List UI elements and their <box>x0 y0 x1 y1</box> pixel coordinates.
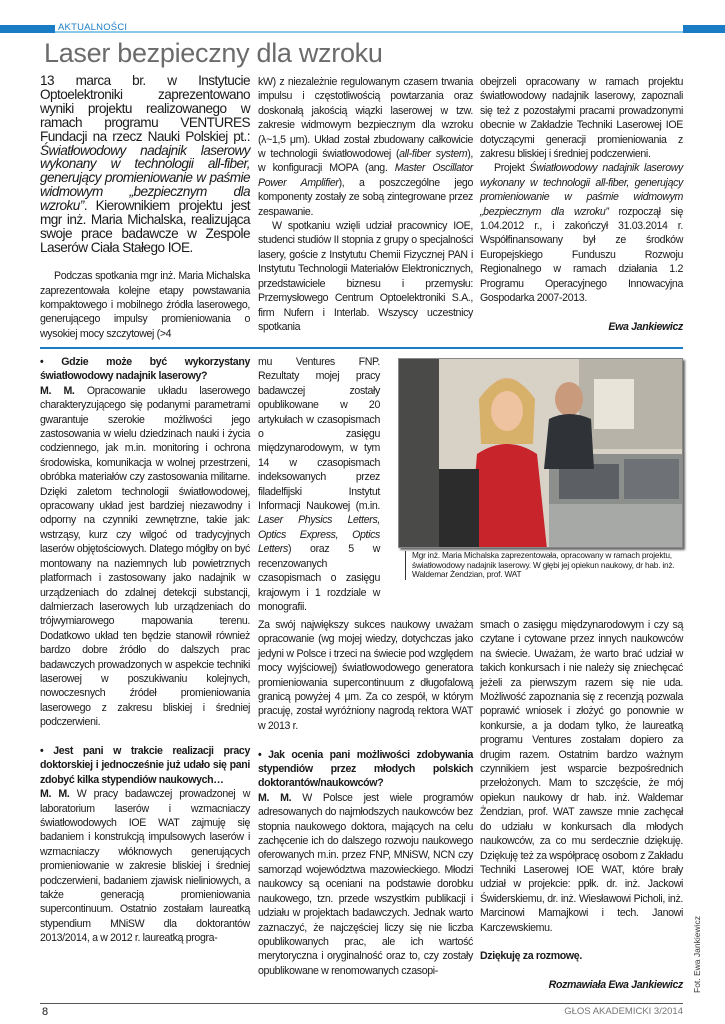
magazine-issue: GŁOS AKADEMICKI 3/2014 <box>564 1006 683 1017</box>
paragraph-spacer <box>258 733 473 747</box>
section-divider <box>40 347 683 349</box>
text-run: mu Ventures FNP. Rezultaty mojej pracy badawczej zostały opublikowane w 20 artykułach w czasopismach o zasięgu międzynarodowym, w tym 14 w czasopismach indeksowanych przez filadelfijski Instytut Informacji Naukowej (m.in. <box>258 356 380 513</box>
text-run: ), a poszczególne jego komponenty zostały ze sobą zintegrowane przez zespawanie. <box>258 176 473 218</box>
footer-rule <box>40 1003 683 1004</box>
text-run: ) oraz 5 w recenzowanych czasopismach o zasięgu krajowym i 1 rozdziale w monografii. <box>258 543 380 613</box>
text-run: smach o zasięgu międzynarodowym i czy są czytane i cytowane przez innych naukowców na świecie. Uważam, że warto brać udział w takich konkursach i nie należy się zniechęcać jeżeli za pierwszym razem się nie uda. Możliwość zapoznania się z recenzją pozwala poprawić wniosek i złożyć go ponownie w konkursie, a ja dodam tylko, że laureatką programu Ventures zostałam dopiero za drugim razem. Ostatnim bardzo ważnym czynnikiem jest wsparcie bezpośrednich przełożonych. Mam to szczęście, że mój opiekun naukowy dr hab. inż. Waldemar Żendzian, prof. WAT zawsze mnie zachęcał do udziału w konkursach dla młodych naukowców, za co mu serdecznie dziękuję. Dziękuję też za współpracę osobom z Zakładu Techniki Laserowej IOE WAT, które brały udział w projekcie: ppłk. dr. inż. Jackowi Świderskiemu, dr. inż. Wiesławowi Picholi, inż. Marcinowi Mamajkowi i tech. Janowi Karczewskiemu. <box>480 619 683 934</box>
paragraph-spacer <box>40 730 250 744</box>
text-run: Ewa Jankiewicz <box>608 320 683 333</box>
italic-text: Master Oscillator Power Amplifier <box>258 162 473 189</box>
page-number: 8 <box>42 1006 49 1018</box>
paragraph <box>258 219 473 334</box>
article-photo <box>398 358 683 548</box>
paragraph <box>40 384 250 730</box>
interview-column-3 <box>480 618 683 993</box>
paragraph <box>40 787 250 945</box>
paragraph <box>40 269 250 341</box>
paragraph-spacer <box>480 935 683 949</box>
text-run: . Kierownikiem projektu jest mgr inż. Maria Michalska, realizująca swoje prace badawcze w Zespole Laserów Ciała Stałego IOE. <box>40 198 250 255</box>
question-heading <box>480 949 683 963</box>
paragraph-spacer <box>480 964 683 978</box>
header-rule <box>55 31 683 33</box>
interview-column-2-narrow <box>258 355 380 614</box>
lab-photo-illustration <box>399 359 683 548</box>
speaker-initials: M. M. <box>258 791 292 804</box>
text-run: • Jest pani w trakcie realizacji pracy doktorskiej i jednocześnie już udało się pani zdobyć kilka stypendiów naukowych… <box>40 744 250 786</box>
intro-column-1 <box>40 74 250 341</box>
question-heading <box>40 355 250 384</box>
text-run: kW) z niezależnie regulowanym czasem trwania impulsu i częstotliwością powtarzania oraz doskonałą jakością wiązki laserowej w tzw. zakresie widmowym bezpiecznym dla wzroku (λ~1,5 μm). Układ został zbudowany całkowicie w technologii światłowodowej ( <box>258 76 473 161</box>
header-bar-right <box>683 25 725 33</box>
article-title: Laser bezpieczny dla wzroku <box>44 38 383 68</box>
text-run: ), w konfiguracji MOPA (ang. <box>258 148 473 175</box>
paragraph <box>480 161 683 305</box>
italic-text: Światłowodowy nadajnik laserowy wykonany w technologii all-fiber, generujący promieniowanie w paśmie widmowym „bezpiecznym dla wzroku” <box>40 142 250 214</box>
text-run: Opracowanie układu laserowego charakteryzującego się podanymi parametrami gwarantuje szerokie możliwości jego zastosowania w wielu dziedzinach nauki i życia codziennego, jak m.in. monitoring i ochrona środowiska, komunikacja w wolnej przestrzeni, obróbka materiałów czy zastosowania militarne. Dzięki zaletom technologii światłowodowej, opracowany układ jest bardziej niezawodny i odporny na czynniki zewnętrzne, takie jak: wstrząsy, kurz czy wilgoć od tradycyjnych laserów objętościowych. Dlatego mógłby on być montowany na naziemnych lub powietrznych platformach i zastosowany jako nadajnik w urządzeniach do zdalnej detekcji substancji, dalmierzach laserowych lub urządzeniach do trójwymiarowego mapowania terenu. Dodatkowo układ ten będzie stanowił również bardzo dobre źródło do dalszych prac badawczych prowadzonych w aspekcie techniki laserowej w poszukiwaniu kolejnych, nowoczesnych źródeł promieniowania laserowego z zakresu bliskiej i średniej podczerwieni. <box>40 384 250 729</box>
photo-credit: Fot. Ewa Jankiewicz <box>692 916 702 993</box>
header-bar-left <box>0 25 55 33</box>
question-heading <box>40 744 250 787</box>
text-run: W pracy badawczej prowadzonej w laboratorium laserów i wzmacniaczy światłowodowych IOE WAT zajmuję się badaniem i konstrukcją impulsowych laserów i wzmacniaczy włóknowych generujących promieniowanie w zakresie bliskiej i średniej podczerwieni, badaniem zjawisk nieliniowych, a także generacją promieniowania supercontinuum. Ostatnio zostałam laureatką stypendium MNiSW dla doktorantów 2013/2014, a w 2012 r. laureatką progra- <box>40 788 251 945</box>
speaker-initials: M. M. <box>40 788 70 801</box>
speaker-initials: M. M. <box>40 384 75 397</box>
paragraph-spacer <box>480 306 683 320</box>
author-signature <box>480 978 683 992</box>
section-label: AKTUALNOŚCI <box>58 22 128 33</box>
paragraph <box>258 75 473 219</box>
paragraph <box>258 355 380 614</box>
text-run: obejrzeli opracowany w ramach projektu światłowodowy nadajnik laserowy, zapoznali się też z pozostałymi pracami prowadzonymi obecnie w Zakładzie Techniki Laserowej IOE dotyczącymi generacji promieniowania z zakresu bliskiej i średniej podczerwieni. <box>480 76 683 161</box>
text-run: Dziękuję za rozmowę. <box>480 950 582 963</box>
text-run: 13 marca br. w Instytucie Optoelektroniki zaprezentowano wyniki projektu realizowanego w ramach programu VENTURES Fundacji na rzecz Nauki Polskiej pt.: <box>40 73 250 144</box>
text-run: Podczas spotkania mgr inż. Maria Michalska zaprezentowała kolejne etapy powstawania kompaktowego i mobilnego źródła laserowego, generującego impulsy promieniowania o wysokiej mocy szczytowej (>4 <box>40 270 250 340</box>
paragraph-spacer <box>40 255 250 269</box>
paragraph <box>258 618 473 733</box>
italic-text: Światłowodowy nadajnik laserowy wykonany w technologii all-fiber, generujący promieniowanie w paśmie widmowym „bezpiecznym dla wzroku” <box>480 162 683 218</box>
text-run: • Jak ocenia pani możliwości zdobywania stypendiów przez młodych polskich doktorantów/naukowców? <box>258 748 473 790</box>
text-run: W spotkaniu wzięli udział pracownicy IOE, studenci studiów II stopnia z grupy o specjalności lasery, goście z Instytutu Chemii Fizycznej PAN i Instytutu Technologii Materiałów Elektronicznych, przedstawiciele biznesu i przemysłu: Przemysłowego Centrum Optoelektroniki S.A., firm Nufern i Interlab. Wszyscy uczestnicy spotkania <box>258 220 473 333</box>
paragraph <box>480 75 683 161</box>
text-run: W Polsce jest wiele programów adresowanych do najmłodszych naukowców bez stopnia naukowego doktora, mających na celu zachęcenie ich do dalszego rozwoju naukowego oferowanych m.in. przez FNP, MNiSW, NCN czy samorząd województwa mazowieckiego. Młodzi naukowcy są oceniani na podstawie dorobku naukowego, tzn. przede wszystkim publikacji i udziału w projektach badawczych. Jednak warto zaznaczyć, że najczęściej liczy się nie liczba opublikowanych prac, ale ich wartość merytoryczna i oryginalność oraz to, czy zostały opublikowane w renomowanych czasopi- <box>258 791 473 977</box>
text-run: Projekt <box>494 162 530 175</box>
text-run: Za swój największy sukces naukowy uważam opracowanie (wg mojej wiedzy, dotychczas jako jedyni w Polsce i trzeci na świecie pod względem mocy wyjściowej) światłowodowego generatora promieniowania supercontinuum z długofalową granicą powyżej 4 μm. Za co zespół, w którym pracuję, został wyróżniony nagrodą rektora WAT w 2013 r. <box>258 619 473 732</box>
text-run: • Gdzie może być wykorzystany światłowodowy nadajnik laserowy? <box>40 356 250 383</box>
author-signature <box>480 320 683 334</box>
interview-column-2 <box>258 618 473 978</box>
intro-column-2 <box>258 75 473 334</box>
paragraph <box>40 74 250 255</box>
paragraph <box>480 618 683 935</box>
intro-column-3 <box>480 75 683 334</box>
photo-caption: Mgr inż. Maria Michalska zaprezentowała, opracowany w ramach projektu, światłowodowy nadajnik laserowy. W głębi jej opiekun naukowy, dr hab. inż. Waldemar Żendzian, prof. WAT <box>405 551 683 580</box>
text-run: rozpoczął się 1.04.2012 r., i zakończył 31.03.2014 r. Współfinansowany był ze środków Europejskiego Funduszu Rozwoju Regionalnego w ramach działania 1.2 Programu Operacyjnego Innowacyjna Gospodarka 2007-2013. <box>480 205 683 305</box>
italic-text: all-fiber system <box>399 148 468 161</box>
interview-column-1 <box>40 355 250 946</box>
text-run: Rozmawiała Ewa Jankiewicz <box>548 979 683 992</box>
question-heading <box>258 748 473 791</box>
italic-text: Laser Physics Letters, Optics Express, Optics Letters <box>258 514 380 556</box>
paragraph <box>258 791 473 978</box>
